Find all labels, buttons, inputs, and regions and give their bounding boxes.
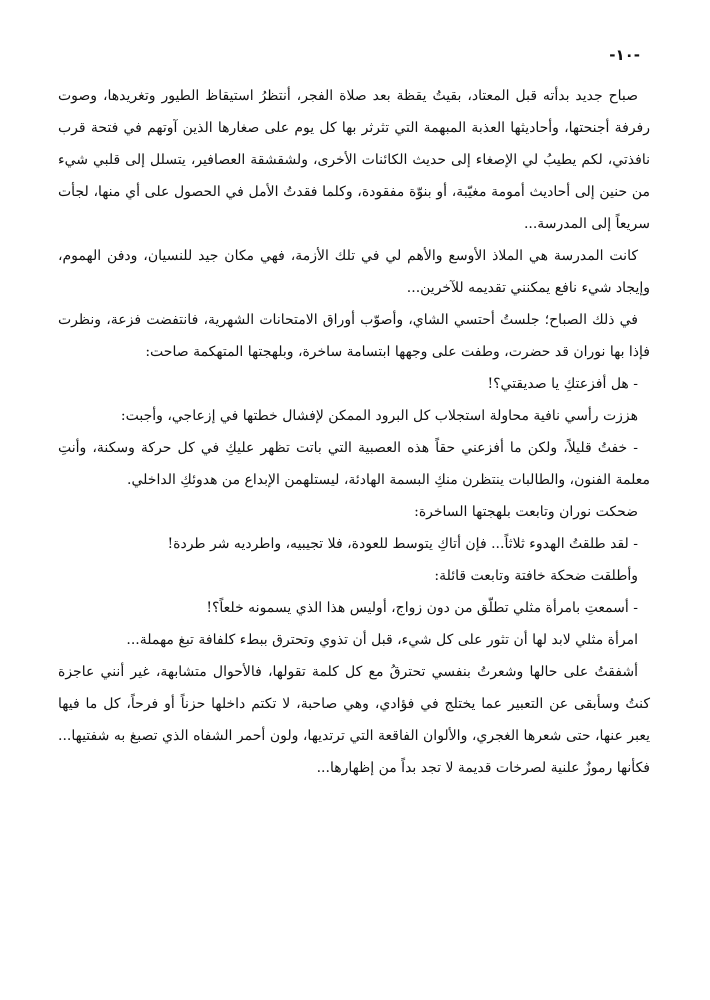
dialogue-line: - هل أفزعتكِ يا صديقتي؟! [487,376,638,392]
paragraph: ضحكت نوران وتابعت بلهجتها الساخرة: [414,504,638,520]
dialogue-line: - لقد طلقتُ الهدوء ثلاثاً... فإن أتاكِ يتوسط للعودة، فلا تجيبيه، واطرديه شر طردة! [167,536,638,552]
page-number: -١٠- [609,46,640,64]
paragraph: هززت رأسي نافية محاولة استجلاب كل البرود الممكن لإفشال خطتها في إزعاجي، وأجبت: [120,408,638,424]
body-text [58,80,650,784]
paragraph: امرأة مثلي لابد لها أن تثور على كل شيء، قبل أن تذوي وتحترق ببطء كلفافة تبغ مهملة... [126,632,638,648]
paragraph: صباح جديد بدأته قبل المعتاد، بقيتُ يقظة بعد صلاة الفجر، أنتظرُ استيقاظ الطيور وتغريدها، وصوت رفرفة أجنحتها، وأحاديثها العذبة المبهمة التي تثرثر بها كل يوم على صغارها الذين آوتهم في فتحة قرب نافذتي، لكم يطيبُ لي الإصغاء إلى حديث الكائنات الأخرى، ولشقشقة العصافير، يتسلل إلى قلبي شيء من حنين إلى أحاديث أمومة مغيّبة، أو بنوّة مفقودة، وكلما فقدتُ الأمل في الحصول على أي منها، لجأت سريعاً إلى المدرسة... [58,88,650,232]
paragraph: وأطلقت ضحكة خافتة وتابعت قائلة: [434,568,638,584]
paragraph: أشفقتُ على حالها وشعرتُ بنفسي تحترقُ مع كل كلمة تقولها، فالأحوال متشابهة، غير أنني عاجزة كنتُ وسأبقى عن التعبير عما يختلج في فؤادي، وهي صاحبة، لا تكتم داخلها حزناً أو فرحاً، كل ما فيها يعبر عنها، حتى شعرها الغجري، والألوان الفاقعة التي ترتديها، ولون أحمر الشفاه الذي تصبغ به شفتيها... فكأنها رموزٌ علنية لصرخات قديمة لا تجد بداً من إظهارها... [58,664,650,776]
paragraph: في ذلك الصباح؛ جلستُ أحتسي الشاي، وأصوّب أوراق الامتحانات الشهرية، فانتفضت فزعة، ونظرت فإذا بها نوران قد حضرت، وطفت على وجهها ابتسامة ساخرة، وبلهجتها المتهكمة صاحت: [58,312,650,360]
dialogue-line: - أسمعتِ بامرأة مثلي تطلّق من دون زواج، أوليس هذا الذي يسمونه خلعاً؟! [206,600,638,616]
dialogue-line: - خفتُ قليلاً، ولكن ما أفزعني حقاً هذه العصبية التي باتت تظهر عليكِ في كل حركة وسكنة، وأنتِ معلمة الفنون، والطالبات ينتظرن منكِ البسمة الهادئة، ليستلهمن الإبداع من هدوئكِ الداخلي. [58,440,650,488]
paragraph: كانت المدرسة هي الملاذ الأوسع والأهم لي في تلك الأزمة، فهي مكان جيد للنسيان، ودفن الهموم، وإيجاد شيء نافع يمكنني تقديمه للآخرين... [58,248,650,296]
